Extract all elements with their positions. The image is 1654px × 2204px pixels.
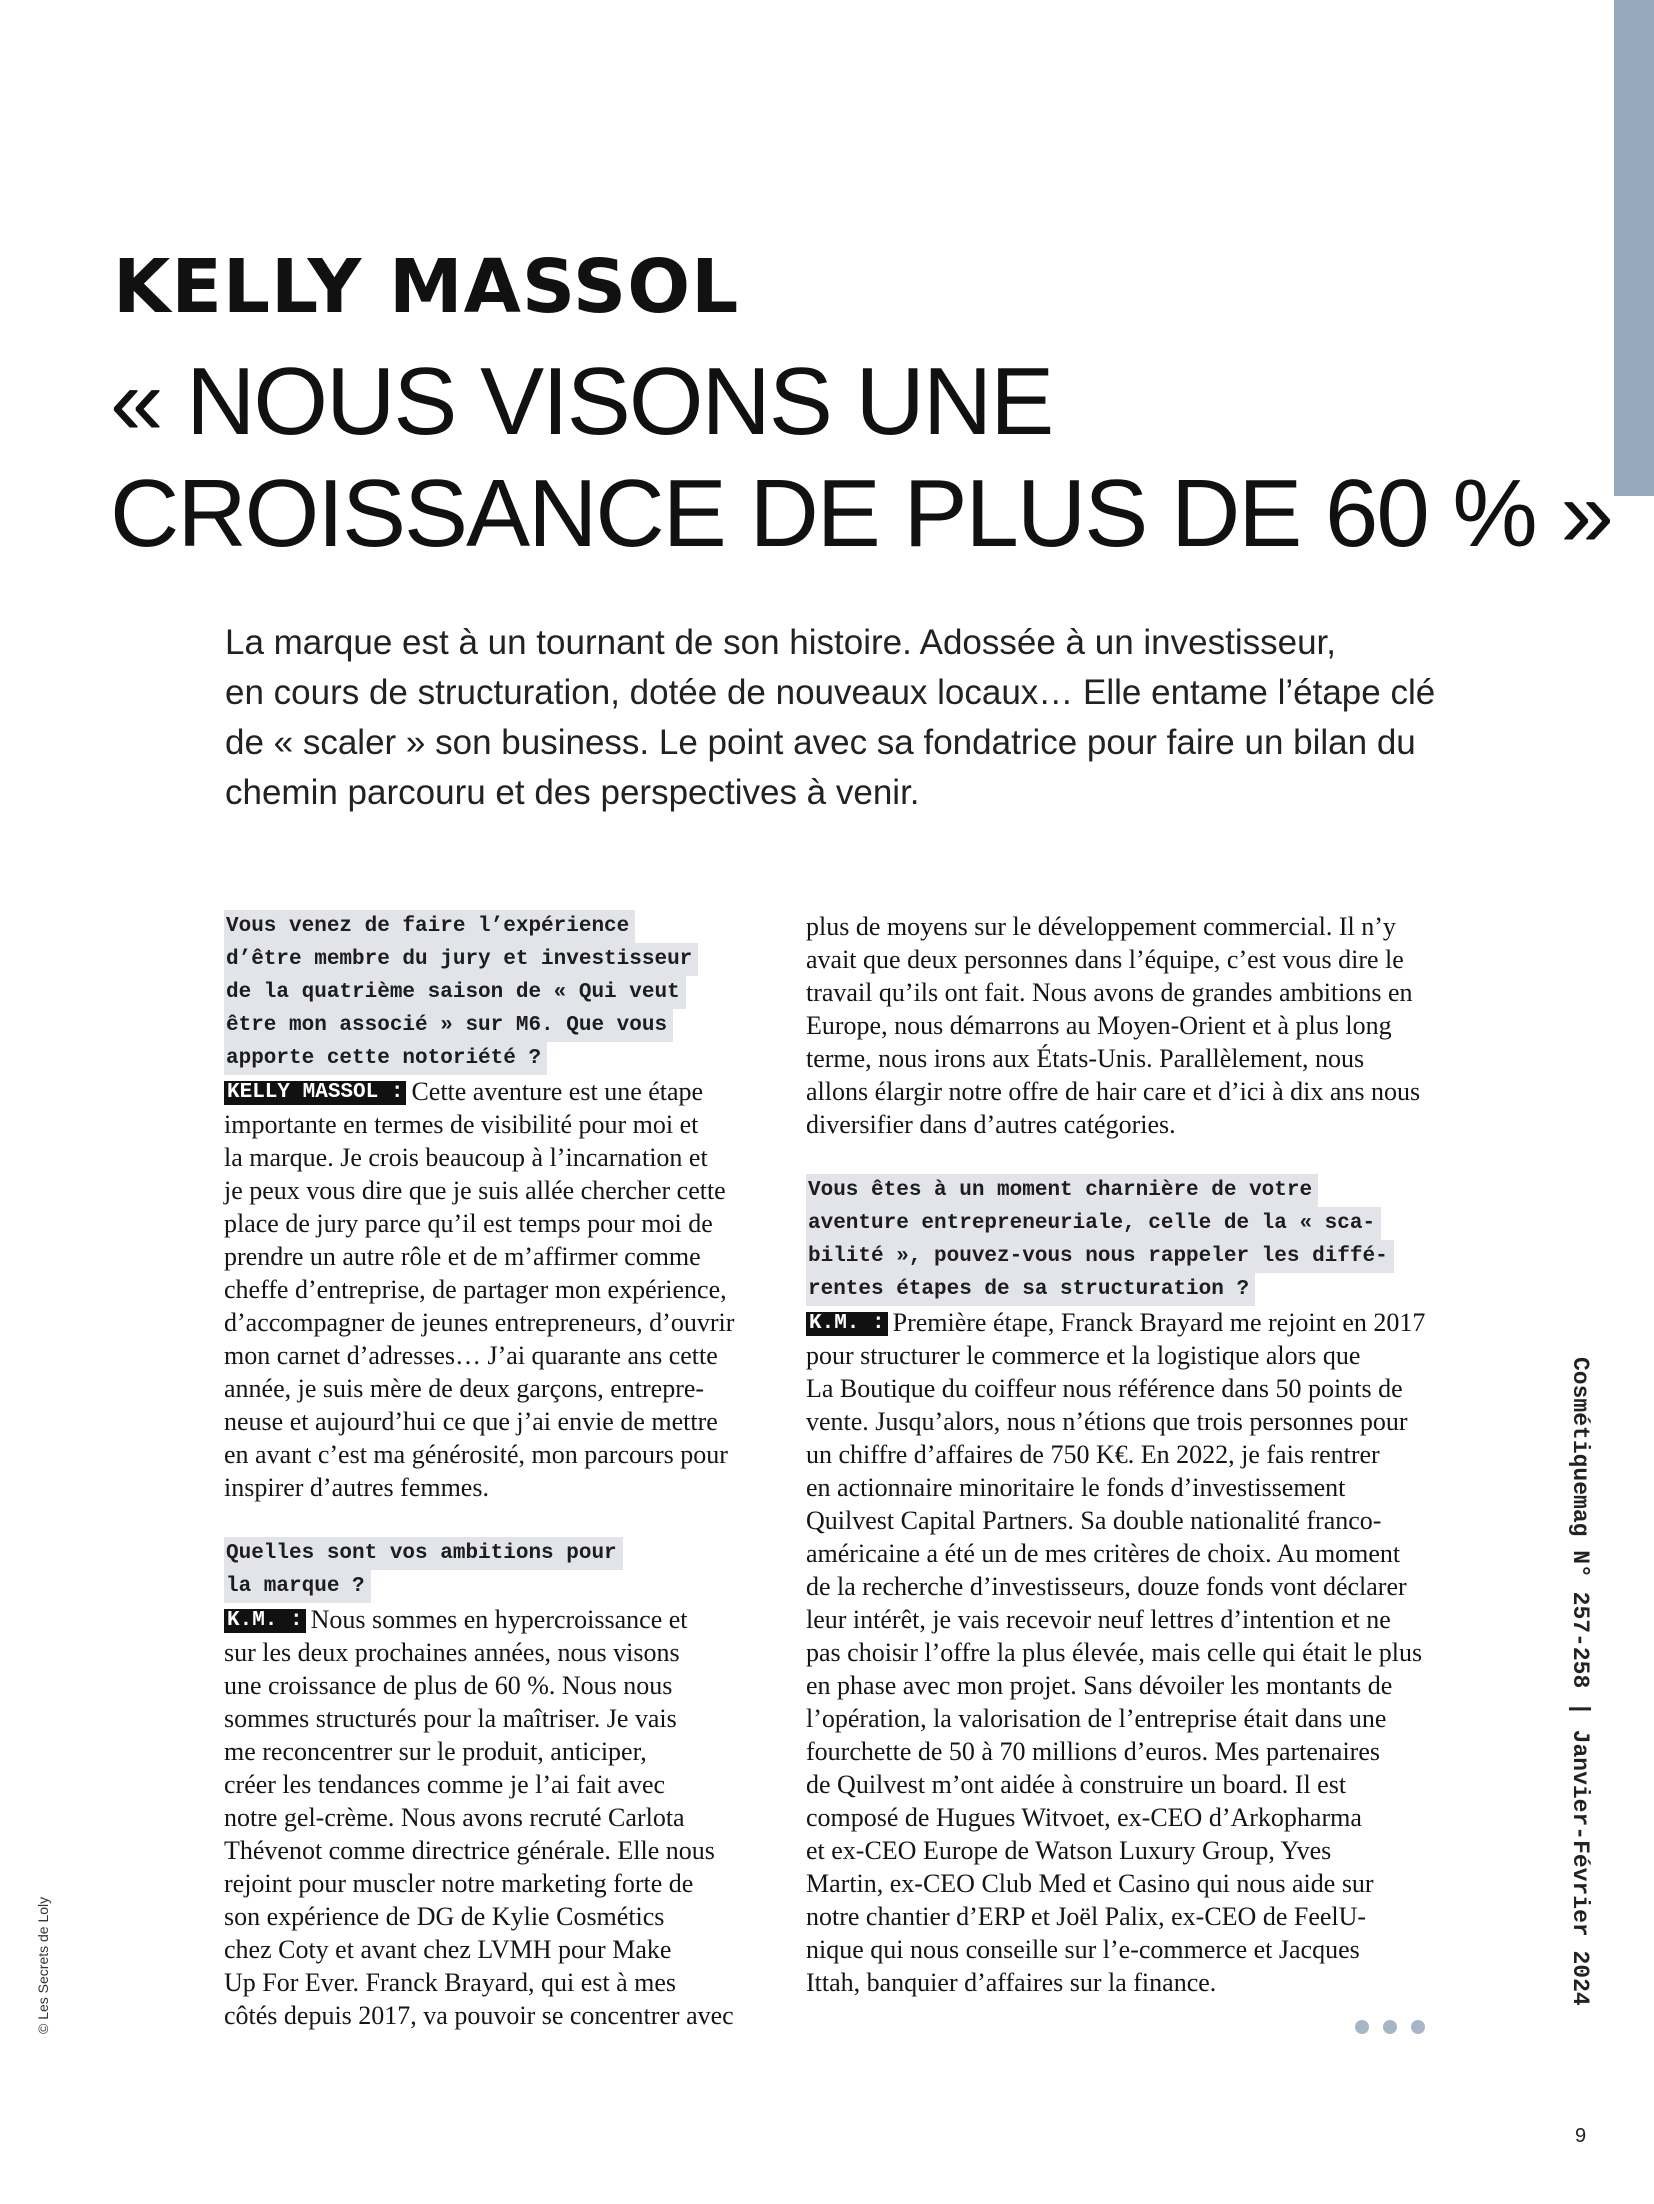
- speaker-label: K.M. :: [806, 1312, 888, 1336]
- answer-3-line-6: en actionnaire minoritaire le fonds d’investissement: [806, 1473, 1346, 1502]
- answer-1-line-13: inspirer d’autres femmes.: [224, 1473, 489, 1502]
- answer-1-line-11: neuse et aujourd’hui ce que j’ai envie de mettre: [224, 1407, 718, 1436]
- answer-1-line-5: place de jury parce qu’il est temps pour moi de: [224, 1209, 713, 1238]
- continuation-dot: [1355, 2020, 1369, 2034]
- magazine-issue-credit: Cosmétiquemag N° 257-258 | Janvier-Février 2024: [1567, 1357, 1593, 2006]
- answer-1-line-12: en avant c’est ma générosité, mon parcours pour: [224, 1440, 728, 1469]
- question-2-line-1: Quelles sont vos ambitions pour: [224, 1537, 623, 1570]
- continuation-dot: [1411, 2020, 1425, 2034]
- answer-2-continued-line-2: avait que deux personnes dans l’équipe, c’est vous dire le: [806, 945, 1404, 974]
- answer-3-line-13: l’opération, la valorisation de l’entreprise était dans une: [806, 1704, 1387, 1733]
- answer-1-line-7: cheffe d’entreprise, de partager mon expérience,: [224, 1275, 727, 1304]
- article-kicker: KELLY MASSOL: [113, 244, 740, 330]
- answer-2-line-2: sur les deux prochaines années, nous visons: [224, 1638, 680, 1667]
- answer-1-line-10: année, je suis mère de deux garçons, entrepre-: [224, 1374, 705, 1403]
- answer-2-continued-line-7: diversifier dans d’autres catégories.: [806, 1110, 1176, 1139]
- paragraph-gap: [806, 1141, 1346, 1174]
- photo-credit: © Les Secrets de Loly: [35, 1896, 51, 2034]
- answer-2-continued-line-4: Europe, nous démarrons au Moyen-Orient et à plus long: [806, 1011, 1392, 1040]
- answer-2-line-1-text: Nous sommes en hypercroissance et: [310, 1605, 688, 1634]
- question-1-line-4: être mon associé » sur M6. Que vous: [224, 1009, 673, 1042]
- answer-2-line-3: une croissance de plus de 60 %. Nous nous: [224, 1671, 673, 1700]
- answer-2-continued: [806, 910, 1421, 1141]
- lead-line-2: en cours de structuration, dotée de nouveaux locaux… Elle entame l’étape clé: [225, 673, 1436, 712]
- answer-2: [224, 1603, 764, 2032]
- question-3-line-3: bilité », pouvez-vous nous rappeler les diffé-: [806, 1240, 1394, 1273]
- page-number: 9: [1575, 2125, 1587, 2147]
- answer-2-continued-line-1: plus de moyens sur le développement commercial. Il n’y: [806, 912, 1396, 941]
- question-3-line-2: aventure entrepreneuriale, celle de la « sca-: [806, 1207, 1381, 1240]
- answer-3-line-20: nique qui nous conseille sur l’e-commerce et Jacques: [806, 1935, 1360, 1964]
- answer-3-line-1-text: Première étape, Franck Brayard me rejoint en 2017: [892, 1308, 1426, 1337]
- continuation-dot: [1383, 2020, 1397, 2034]
- paragraph-gap: [224, 1504, 764, 1537]
- article-headline: [110, 346, 1612, 570]
- question-3-line-1: Vous êtes à un moment charnière de votre: [806, 1174, 1318, 1207]
- question-1: [224, 910, 764, 1075]
- lead-line-4: chemin parcouru et des perspectives à venir.: [225, 773, 920, 812]
- answer-3-line-21: Ittah, banquier d’affaires sur la finance.: [806, 1968, 1217, 1997]
- question-1-line-3: de la quatrième saison de « Qui veut: [224, 976, 686, 1009]
- answer-3-line-11: pas choisir l’offre la plus élevée, mais celle qui était le plus: [806, 1638, 1423, 1667]
- answer-2-continued-line-5: terme, nous irons aux États-Unis. Parallèlement, nous: [806, 1044, 1365, 1073]
- question-3: [806, 1174, 1388, 1306]
- answer-2-line-5: me reconcentrer sur le produit, anticiper,: [224, 1737, 647, 1766]
- answer-2-line-12: Up For Ever. Franck Brayard, qui est à mes: [224, 1968, 677, 1997]
- answer-2-line-6: créer les tendances comme je l’ai fait avec: [224, 1770, 666, 1799]
- question-2-line-2: la marque ?: [224, 1570, 371, 1603]
- question-1-line-2: d’être membre du jury et investisseur: [224, 943, 698, 976]
- interview-column-left: [224, 910, 764, 2032]
- answer-3-line-18: Martin, ex-CEO Club Med et Casino qui nous aide sur: [806, 1869, 1374, 1898]
- lead-line-3: de « scaler » son business. Le point avec sa fondatrice pour faire un bilan du: [225, 723, 1416, 762]
- side-color-bar: [1614, 0, 1654, 496]
- speaker-label: KELLY MASSOL :: [224, 1081, 406, 1105]
- answer-3-line-15: de Quilvest m’ont aidée à construire un board. Il est: [806, 1770, 1347, 1799]
- answer-3-line-17: et ex-CEO Europe de Watson Luxury Group, Yves: [806, 1836, 1332, 1865]
- answer-3-line-4: vente. Jusqu’alors, nous n’étions que trois personnes pour: [806, 1407, 1408, 1436]
- answer-2-line-7: notre gel-crème. Nous avons recruté Carlota: [224, 1803, 685, 1832]
- answer-2-line-11: chez Coty et avant chez LVMH pour Make: [224, 1935, 672, 1964]
- answer-2-line-13: côtés depuis 2017, va pouvoir se concentrer avec: [224, 2001, 734, 2030]
- answer-3: [806, 1306, 1426, 1999]
- answer-3-line-9: de la recherche d’investisseurs, douze fonds vont déclarer: [806, 1572, 1407, 1601]
- answer-3-line-2: pour structurer le commerce et la logistique alors que: [806, 1341, 1361, 1370]
- answer-3-line-14: fourchette de 50 à 70 millions d’euros. Mes partenaires: [806, 1737, 1380, 1766]
- answer-1-line-8: d’accompagner de jeunes entrepreneurs, d’ouvrir: [224, 1308, 735, 1337]
- answer-2-continued-line-6: allons élargir notre offre de hair care et d’ici à dix ans nous: [806, 1077, 1421, 1106]
- answer-1-line-1: [224, 1075, 764, 1108]
- answer-1-line-2: importante en termes de visibilité pour moi et: [224, 1110, 699, 1139]
- article-lead: [225, 618, 1485, 818]
- question-3-line-4: rentes étapes de sa structuration ?: [806, 1273, 1255, 1306]
- answer-2-line-1: [224, 1603, 764, 1636]
- lead-line-1: La marque est à un tournant de son histoire. Adossée à un investisseur,: [225, 623, 1336, 662]
- answer-3-line-3: La Boutique du coiffeur nous référence dans 50 points de: [806, 1374, 1403, 1403]
- answer-1-line-6: prendre un autre rôle et de m’affirmer comme: [224, 1242, 701, 1271]
- answer-1-line-4: je peux vous dire que je suis allée chercher cette: [224, 1176, 726, 1205]
- answer-3-line-8: américaine a été un de mes critères de choix. Au moment: [806, 1539, 1401, 1568]
- question-1-line-1: Vous venez de faire l’expérience: [224, 910, 635, 943]
- question-1-line-5: apporte cette notoriété ?: [224, 1042, 547, 1075]
- speaker-label: K.M. :: [224, 1609, 306, 1633]
- answer-1: [224, 1075, 764, 1504]
- continuation-dots: [1355, 2020, 1425, 2034]
- headline-line-2: CROISSANCE DE PLUS DE 60 % »: [110, 460, 1612, 567]
- question-2: [224, 1537, 764, 1603]
- answer-3-line-19: notre chantier d’ERP et Joël Palix, ex-CEO de FeelU-: [806, 1902, 1367, 1931]
- answer-2-line-10: son expérience de DG de Kylie Cosmétics: [224, 1902, 665, 1931]
- answer-1-line-3: la marque. Je crois beaucoup à l’incarnation et: [224, 1143, 708, 1172]
- answer-2-line-9: rejoint pour muscler notre marketing forte de: [224, 1869, 694, 1898]
- answer-1-line-1-text: Cette aventure est une étape: [411, 1077, 704, 1106]
- headline-line-1: « NOUS VISONS UNE: [110, 348, 1053, 455]
- interview-column-right: [806, 910, 1426, 1999]
- answer-1-line-9: mon carnet d’adresses… J’ai quarante ans cette: [224, 1341, 718, 1370]
- answer-3-line-7: Quilvest Capital Partners. Sa double nationalité franco-: [806, 1506, 1382, 1535]
- answer-2-line-8: Thévenot comme directrice générale. Elle nous: [224, 1836, 715, 1865]
- answer-2-line-4: sommes structurés pour la maîtriser. Je vais: [224, 1704, 677, 1733]
- answer-3-line-1: [806, 1306, 1426, 1339]
- answer-3-line-12: en phase avec mon projet. Sans dévoiler les montants de: [806, 1671, 1393, 1700]
- answer-3-line-10: leur intérêt, je vais recevoir neuf lettres d’intention et ne: [806, 1605, 1391, 1634]
- answer-3-line-5: un chiffre d’affaires de 750 K€. En 2022, je fais rentrer: [806, 1440, 1380, 1469]
- answer-2-continued-line-3: travail qu’ils ont fait. Nous avons de grandes ambitions en: [806, 978, 1413, 1007]
- answer-3-line-16: composé de Hugues Witvoet, ex-CEO d’Arkopharma: [806, 1803, 1362, 1832]
